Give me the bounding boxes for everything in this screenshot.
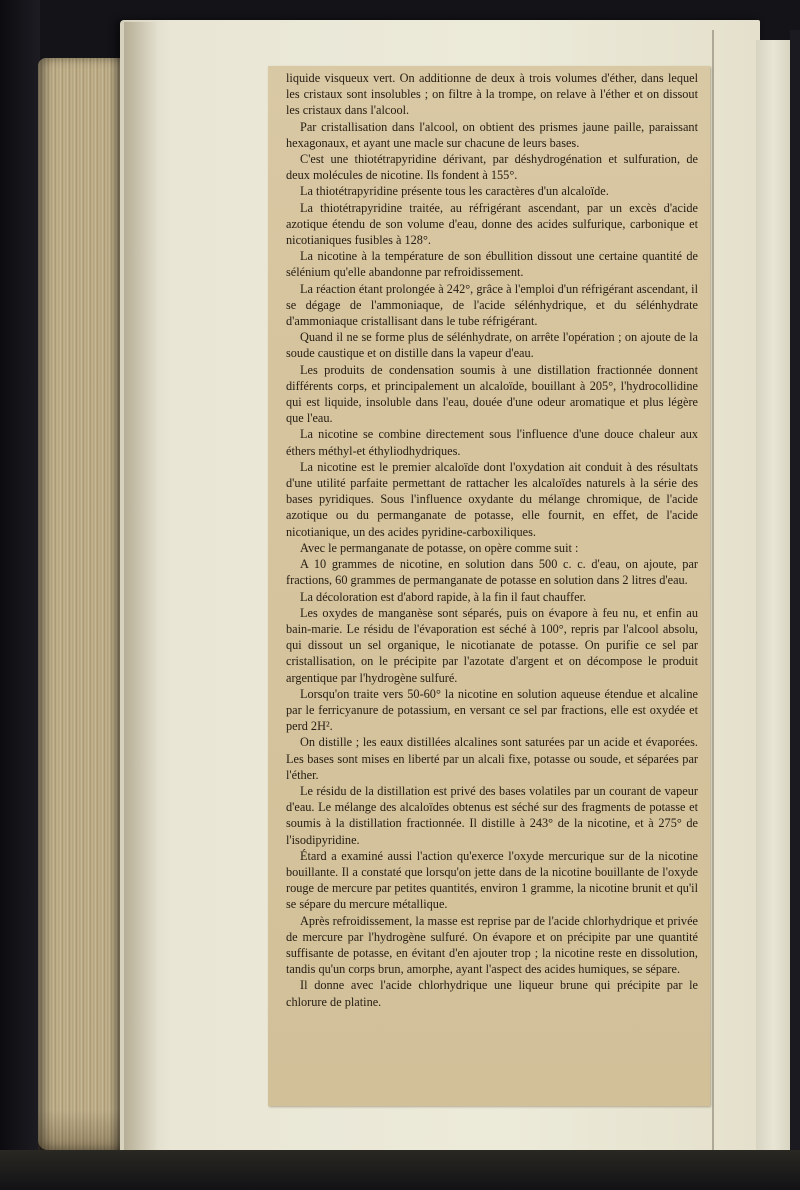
paragraph-12: Avec le permanganate de potasse, on opère comme suit :: [300, 540, 579, 555]
background-right: [790, 30, 800, 1190]
clipping-text-body: [286, 70, 698, 1010]
paragraph-13: A 10 grammes de nicotine, en solution dans 500 c. c. d'eau, on ajoute, par fractions, 60 grammes de permanganate de potasse en solution dans 2 litres d'eau.: [286, 557, 698, 588]
page-vertical-rule: [712, 30, 714, 1160]
newspaper-clipping: [268, 66, 710, 1106]
paragraph-16: Lorsqu'on traite vers 50-60° la nicotine en solution aqueuse étendue et alcaline par le ferricyanure de potassium, en versant ce sel par fractions, elle est oxydée et perd 2H².: [286, 686, 698, 734]
paragraph-7: La réaction étant prolongée à 242°, grâce à l'emploi d'un réfrigérant ascendant, il se dégage de l'ammoniaque, de l'acide sélénhydrique, et du sélénhydrate d'ammoniaque cristallisant dans le tube réfrigérant.: [286, 281, 698, 329]
paragraph-5: La thiotétrapyridine traitée, au réfrigérant ascendant, par un excès d'acide azotique étendu de son volume d'eau, donne des acides sulfurique, carbonique et nicotianiques fusibles à 128°.: [286, 200, 698, 248]
paragraph-8: Quand il ne se forme plus de sélénhydrate, on arrête l'opération ; on ajoute de la soude caustique et on distille dans la vapeur d'eau.: [286, 330, 698, 361]
paragraph-6: La nicotine à la température de son ébullition dissout une certaine quantité de sélénium qu'elle abandonne par refroidissement.: [286, 249, 698, 280]
paragraph-10: La nicotine se combine directement sous l'influence d'une douce chaleur aux éthers méthyl-et éthyliodhydriques.: [286, 427, 698, 458]
paragraph-15: Les oxydes de manganèse sont séparés, puis on évapore à feu nu, et enfin au bain-marie. Le résidu de l'évaporation est séché à 100°, repris par l'alcool absolu, qui dissout un sel organique, le nicotianate de potasse. On purifie ce sel par cristallisation, on le précipite par l'azotate d'argent et on décompose le produit argentique par l'hydrogène sulfuré.: [286, 605, 698, 685]
paragraph-9: Les produits de condensation soumis à une distillation fractionnée donnent différents corps, et principalement un alcaloïde, bouillant à 205°, l'hydrocollidine qui est liquide, insoluble dans l'eau, douée d'une odeur aromatique et plus légère que l'eau.: [286, 362, 698, 426]
page-gutter-shadow: [124, 22, 158, 1156]
paragraph-18: Le résidu de la distillation est privé des bases volatiles par un courant de vapeur d'eau. Le mélange des alcaloïdes obtenus est séché sur des fragments de potasse et soumis à la distillation fractionnée. Il distille à 243° de la nicotine, et à 275° de l'isodipyridine.: [286, 783, 698, 847]
paragraph-4: La thiotétrapyridine présente tous les caractères d'un alcaloïde.: [300, 184, 609, 199]
paragraph-17: On distille ; les eaux distillées alcalines sont saturées par un acide et évaporées. Les bases sont mises en liberté par un alcali fixe, potasse ou soude, et séparées par l'éther.: [286, 735, 698, 782]
paragraph-2: Par cristallisation dans l'alcool, on obtient des prismes jaune paille, paraissant hexagonaux, et ayant une macle sur chacune de leurs bases.: [286, 119, 698, 150]
paragraph-20: Après refroidissement, la masse est reprise par de l'acide chlorhydrique et privée de mercure par l'hydrogène sulfuré. On évapore et on précipite par une quantité suffisante de potasse, en évitant d'en ajouter trop ; la nicotine reste en dissolution, tandis qu'un corps brun, amorphe, ayant l'aspect des acides humiques, se sépare.: [286, 913, 698, 977]
background-bottom: [0, 1150, 800, 1190]
paragraph-1: liquide visqueux vert. On additionne de deux à trois volumes d'éther, dans lequel les cristaux sont insolubles ; on filtre à la trompe, on relave à l'éther et on dissout les cristaux dans l'alcool.: [286, 71, 698, 118]
paragraph-19: Étard a examiné aussi l'action qu'exerce l'oxyde mercurique sur de la nicotine bouillante. Il a constaté que lorsqu'on jette dans de la nicotine bouillante de l'oxyde rouge de mercure par petites quantités, environ 1 gramme, la nicotine brunit et qu'il se sépare du mercure métallique.: [286, 848, 698, 912]
background-left: [0, 0, 40, 1190]
paragraph-3: C'est une thiotétrapyridine dérivant, par déshydrogénation et sulfuration, de deux molécules de nicotine. Ils fondent à 155°.: [286, 152, 698, 183]
paragraph-11: La nicotine est le premier alcaloïde dont l'oxydation ait conduit à des résultats d'une utilité parfaite permettant de rattacher les alcaloïdes naturels à la série des bases pyridiques. Sous l'influence oxydante du mélange chromique, de l'acide azotique ou du permanganate de potasse, elle fournit, en effet, de l'acide nicotianique, un des acides pyridine-carboxiliques.: [286, 459, 698, 539]
paragraph-14: La décoloration est d'abord rapide, à la fin il faut chauffer.: [300, 589, 587, 604]
paragraph-21: Il donne avec l'acide chlorhydrique une liqueur brune qui précipite par le chlorure de platine.: [286, 978, 698, 1009]
